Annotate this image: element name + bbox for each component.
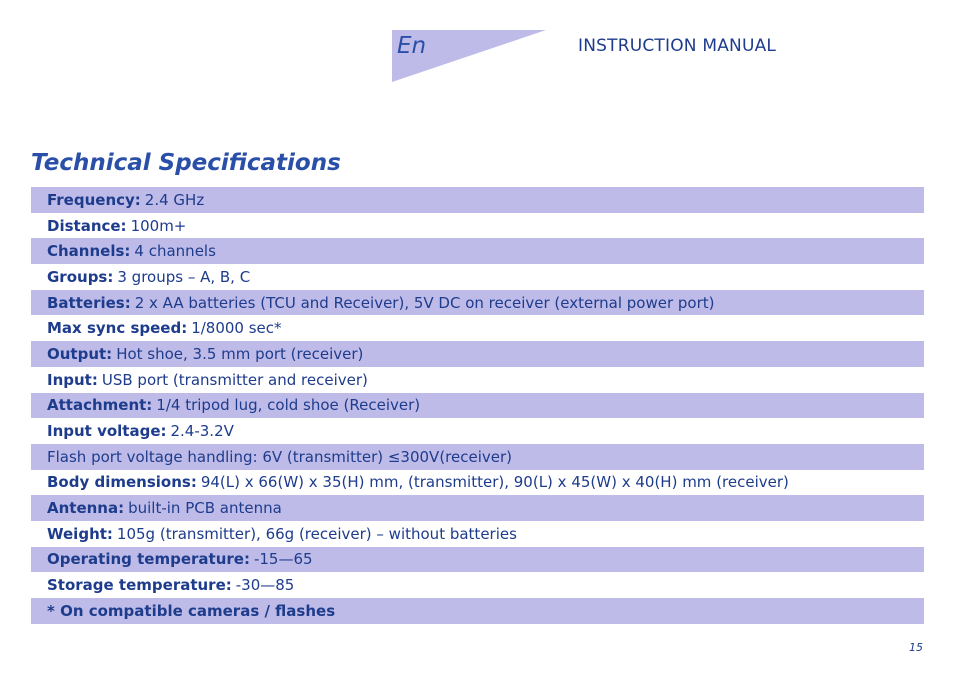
spec-row — [31, 598, 924, 624]
spec-label: Groups: — [47, 267, 114, 286]
spec-label: Storage temperature: — [47, 576, 232, 595]
spec-label: Output: — [47, 344, 113, 363]
spec-value: Hot shoe, 3.5 mm port (receiver) — [116, 344, 364, 363]
spec-value: 1/8000 sec* — [191, 319, 282, 338]
spec-table — [31, 187, 924, 624]
spec-row — [31, 238, 924, 264]
spec-row — [31, 521, 924, 547]
spec-label: Body dimensions: — [47, 473, 197, 492]
spec-value: USB port (transmitter and receiver) — [101, 370, 368, 389]
spec-value: built-in PCB antenna — [128, 499, 282, 518]
spec-row — [31, 444, 924, 470]
spec-label: Max sync speed: — [47, 319, 188, 338]
spec-label: * On compatible cameras / flashes — [47, 601, 336, 620]
spec-label: Frequency: — [47, 190, 141, 209]
spec-row — [31, 341, 924, 367]
spec-value: 3 groups – A, B, C — [117, 267, 251, 286]
spec-row — [31, 315, 924, 341]
spec-value: -30—85 — [235, 576, 295, 595]
spec-row — [31, 572, 924, 598]
spec-value: -15—65 — [253, 550, 313, 569]
language-code: En — [397, 33, 427, 59]
spec-label: Input: — [47, 370, 98, 389]
spec-value: 2.4-3.2V — [170, 422, 234, 441]
spec-label: Attachment: — [47, 396, 153, 415]
spec-label: Distance: — [47, 216, 127, 235]
spec-label: Batteries: — [47, 293, 131, 312]
spec-label: Operating temperature: — [47, 550, 250, 569]
spec-row — [31, 264, 924, 290]
spec-value: 2.4 GHz — [144, 190, 205, 209]
spec-label: Input voltage: — [47, 422, 167, 441]
spec-value: 105g (transmitter), 66g (receiver) – without batteries — [116, 524, 517, 543]
spec-row — [31, 547, 924, 573]
spec-row — [31, 367, 924, 393]
spec-label: Weight: — [47, 524, 113, 543]
spec-label: Antenna: — [47, 499, 125, 518]
spec-row — [31, 213, 924, 239]
spec-value: 1/4 tripod lug, cold shoe (Receiver) — [156, 396, 421, 415]
spec-value: Flash port voltage handling: 6V (transmitter) ≤300V(receiver) — [47, 447, 513, 466]
spec-label: Channels: — [47, 242, 131, 261]
document-title: INSTRUCTION MANUAL — [578, 36, 777, 56]
spec-row — [31, 187, 924, 213]
spec-row — [31, 470, 924, 496]
spec-value: 4 channels — [134, 242, 216, 261]
spec-row — [31, 393, 924, 419]
spec-value: 2 x AA batteries (TCU and Receiver), 5V DC on receiver (external power port) — [134, 293, 715, 312]
spec-value: 94(L) x 66(W) x 35(H) mm, (transmitter), 90(L) x 45(W) x 40(H) mm (receiver) — [200, 473, 789, 492]
page-number: 15 — [909, 641, 923, 654]
spec-row — [31, 495, 924, 521]
spec-row — [31, 290, 924, 316]
spec-value: 100m+ — [130, 216, 187, 235]
section-heading: Technical Specifications — [31, 150, 341, 176]
spec-row — [31, 418, 924, 444]
